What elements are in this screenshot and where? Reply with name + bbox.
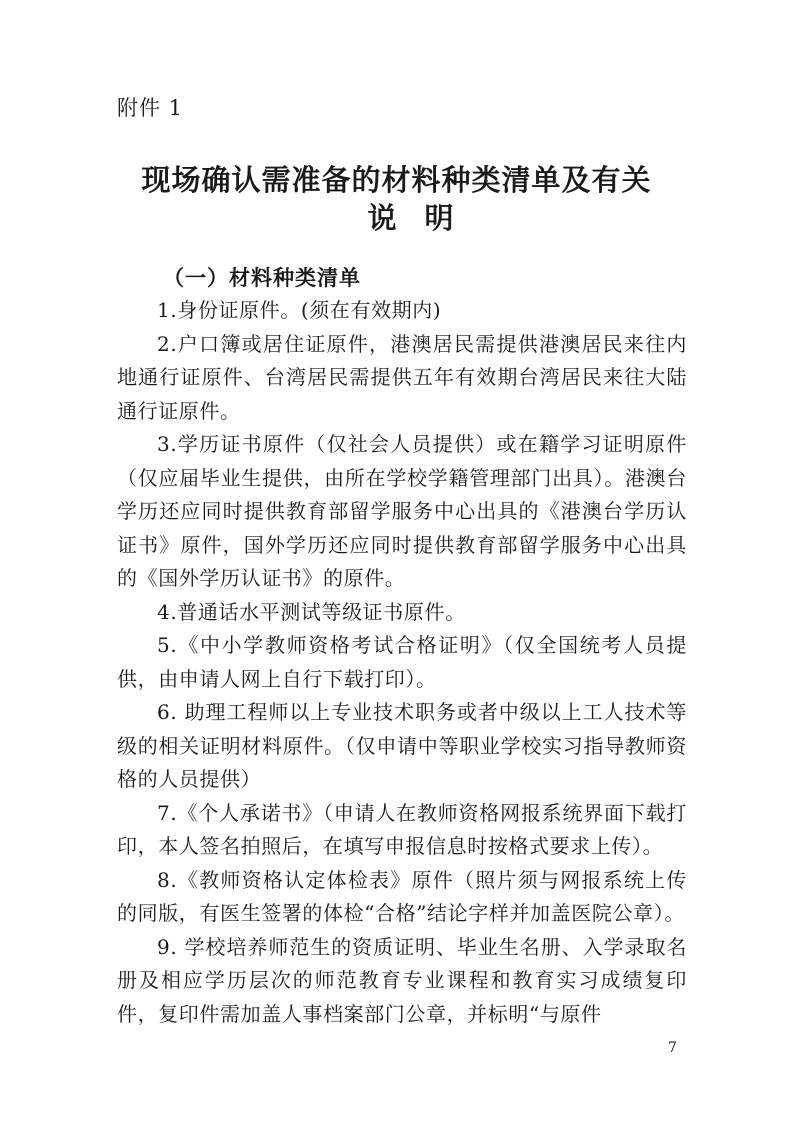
page-number: 7 <box>668 1040 677 1056</box>
section-heading: （一）材料种类清单 <box>163 265 361 290</box>
list-item: 1.身份证原件。(须在有效期内) <box>157 298 442 322</box>
list-item: 5.《中小学教师资格考试合格证明》（仅全国统考人员提供，由申请人网上自行下载打印）。 <box>117 633 687 691</box>
list-item: 9. 学校培养师范生的资质证明、毕业生名册、入学录取名册及相应学历层次的师范教育专业课程和教育实习成绩复印件，复印件需加盖人事档案部门公章，并标明“与原件 <box>117 934 687 1026</box>
list-item: 3.学历证书原件（仅社会人员提供）或在籍学习证明原件（仅应届毕业生提供，由所在学校学籍管理部门出具）。港澳台学历还应同时提供教育部留学服务中心出具的《港澳台学历认证书》原件，国外学历还应同时提供教育部留学服务中心出具的《国外学历认证书》的原件。 <box>117 432 687 590</box>
attachment-label: 附件 1 <box>117 96 184 120</box>
list-item: 7.《个人承诺书》（申请人在教师资格网报系统界面下载打印，本人签名拍照后，在填写申报信息时按格式要求上传）。 <box>117 800 687 858</box>
list-item: 8.《教师资格认定体检表》原件（照片须与网报系统上传的同版，有医生签署的体检“合格”结论字样并加盖医院公章）。 <box>117 867 687 925</box>
list-item: 2.户口簿或居住证原件，港澳居民需提供港澳居民来往内地通行证原件、台湾居民需提供五年有效期台湾居民来往大陆通行证原件。 <box>117 331 687 423</box>
list-item: 4.普通话水平测试等级证书原件。 <box>157 599 466 624</box>
document-title-line-1: 现场确认需准备的材料种类清单及有关 <box>141 163 652 197</box>
document-title-line-2: 说明 <box>367 201 482 235</box>
list-item: 6. 助理工程师以上专业技术职务或者中级以上工人技术等级的相关证明材料原件。（仅申请中等职业学校实习指导教师资格的人员提供） <box>117 700 687 791</box>
materials-list <box>117 294 687 1031</box>
